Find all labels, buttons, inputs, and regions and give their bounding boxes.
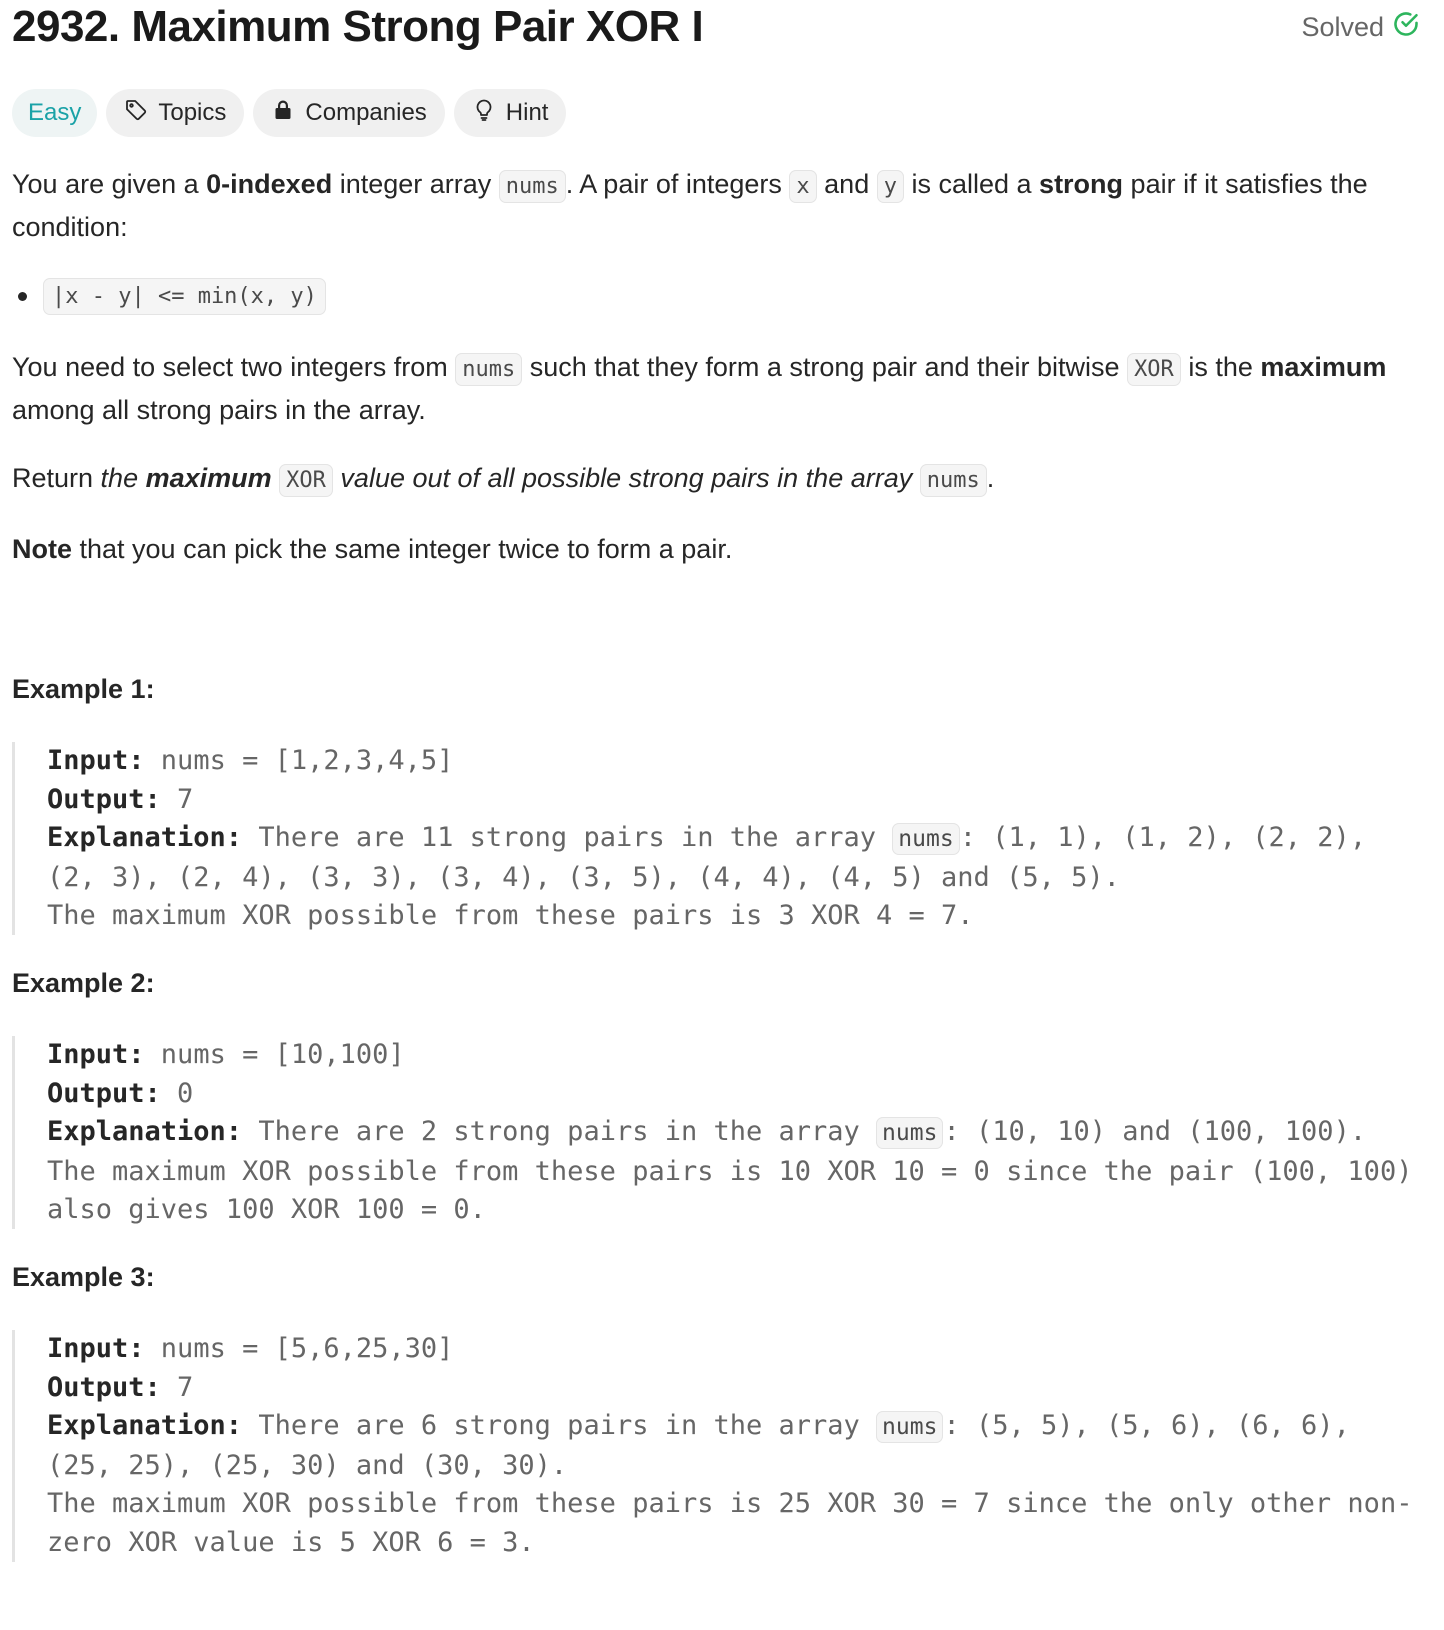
input-label: Input: xyxy=(47,1333,145,1364)
bullet-dot xyxy=(18,292,27,301)
bold-text: 0-indexed xyxy=(206,169,333,199)
output-value: 7 xyxy=(160,783,194,815)
inline-code: nums xyxy=(892,823,959,855)
description-paragraph-1 xyxy=(12,164,1412,247)
title-row xyxy=(12,0,1420,60)
example-1-block xyxy=(12,742,1420,935)
condition-list-item xyxy=(18,278,326,315)
input-value: nums = [5,6,25,30] xyxy=(144,1333,454,1364)
bold-text: maximum xyxy=(1260,352,1387,382)
text: such that they form a strong pair and their bitwise xyxy=(522,352,1128,382)
output-value: 7 xyxy=(160,1371,194,1403)
bold-text: Note xyxy=(12,534,72,564)
text: . A pair of integers xyxy=(565,169,790,199)
text: integer array xyxy=(332,169,499,199)
description-paragraph-3 xyxy=(12,458,1412,501)
solved-status xyxy=(1301,10,1420,45)
lightbulb-icon xyxy=(472,98,496,129)
condition-code: |x - y| <= min(x, y) xyxy=(43,278,326,315)
example-3-heading: Example 3: xyxy=(12,1262,155,1292)
hint-label: Hint xyxy=(505,99,549,126)
tag-icon xyxy=(124,98,148,129)
input-label: Input: xyxy=(47,745,145,776)
example-2-block xyxy=(12,1036,1420,1229)
text: Return xyxy=(12,463,101,493)
inline-code: x xyxy=(789,170,816,203)
inline-code: XOR xyxy=(1127,353,1181,386)
text: and xyxy=(816,169,877,199)
text: . xyxy=(986,463,995,493)
example-3-block xyxy=(12,1330,1420,1562)
text: is called a xyxy=(903,169,1040,199)
output-label: Output: xyxy=(47,783,161,815)
topics-label: Topics xyxy=(158,99,227,126)
example-1-heading: Example 1: xyxy=(12,674,155,704)
example-2-heading: Example 2: xyxy=(12,968,155,998)
description-paragraph-2 xyxy=(12,347,1412,430)
explanation-label: Explanation: xyxy=(47,1116,243,1147)
output-value: 0 xyxy=(160,1077,194,1109)
tag-bar xyxy=(12,89,566,137)
hint-button[interactable] xyxy=(454,89,567,137)
explanation-text: There are 2 strong pairs in the array xyxy=(242,1116,877,1147)
solved-label: Solved xyxy=(1301,12,1384,42)
text: pair if it satisfies the condition: xyxy=(12,169,1368,242)
input-value: nums = [10,100] xyxy=(144,1039,405,1070)
text: that you can pick the same integer twice to form a pair. xyxy=(72,534,733,564)
inline-code: y xyxy=(877,170,904,203)
bold-text: strong xyxy=(1039,169,1124,199)
lock-icon xyxy=(271,98,295,129)
text: You are given a xyxy=(12,169,207,199)
output-label: Output: xyxy=(47,1371,161,1403)
bold-italic-text: maximum xyxy=(145,463,272,493)
italic-text: the xyxy=(100,463,146,493)
explanation-text: There are 11 strong pairs in the array xyxy=(242,822,893,853)
inline-code: nums xyxy=(499,170,566,203)
italic-text: value out of all possible strong pairs in the array xyxy=(332,463,920,493)
difficulty-badge: Easy xyxy=(12,89,97,137)
explanation-text: : (1, 1), (1, 2), (2, 2), (2, 3), (2, 4), (3, 3), (3, 4), (3, 5), (4, 4), (4, 5) and (5, 5). The maximum XOR possible from these pairs is 3 XOR 4 = 7. xyxy=(47,822,1367,931)
topics-button[interactable] xyxy=(106,89,244,137)
inline-code: nums xyxy=(920,464,987,497)
inline-code: nums xyxy=(876,1411,943,1443)
problem-title[interactable]: 2932. Maximum Strong Pair XOR I xyxy=(12,2,704,51)
inline-code: XOR xyxy=(279,464,333,497)
companies-button[interactable] xyxy=(253,89,444,137)
companies-label: Companies xyxy=(305,99,427,126)
input-value: nums = [1,2,3,4,5] xyxy=(144,745,454,776)
explanation-text: There are 6 strong pairs in the array xyxy=(242,1410,877,1441)
input-label: Input: xyxy=(47,1039,145,1070)
output-label: Output: xyxy=(47,1077,161,1109)
check-circle-icon xyxy=(1392,10,1420,45)
explanation-label: Explanation: xyxy=(47,1410,243,1441)
inline-code: nums xyxy=(455,353,522,386)
text: You need to select two integers from xyxy=(12,352,456,382)
explanation-label: Explanation: xyxy=(47,822,243,853)
text: is the xyxy=(1180,352,1261,382)
description-paragraph-4 xyxy=(12,529,1412,569)
explanation-text: : (5, 5), (5, 6), (6, 6), (25, 25), (25, 30) and (30, 30). The maximum XOR possible from these pairs is 25 XOR 30 = 7 since the only other non-zero XOR value is 5 XOR 6 = 3. xyxy=(47,1410,1413,1558)
explanation-text: : (10, 10) and (100, 100). The maximum XOR possible from these pairs is 10 XOR 10 = 0 since the pair (100, 100) also gives 100 XOR 100 = 0. xyxy=(47,1116,1413,1225)
inline-code: nums xyxy=(876,1117,943,1149)
text: among all strong pairs in the array. xyxy=(12,395,426,425)
